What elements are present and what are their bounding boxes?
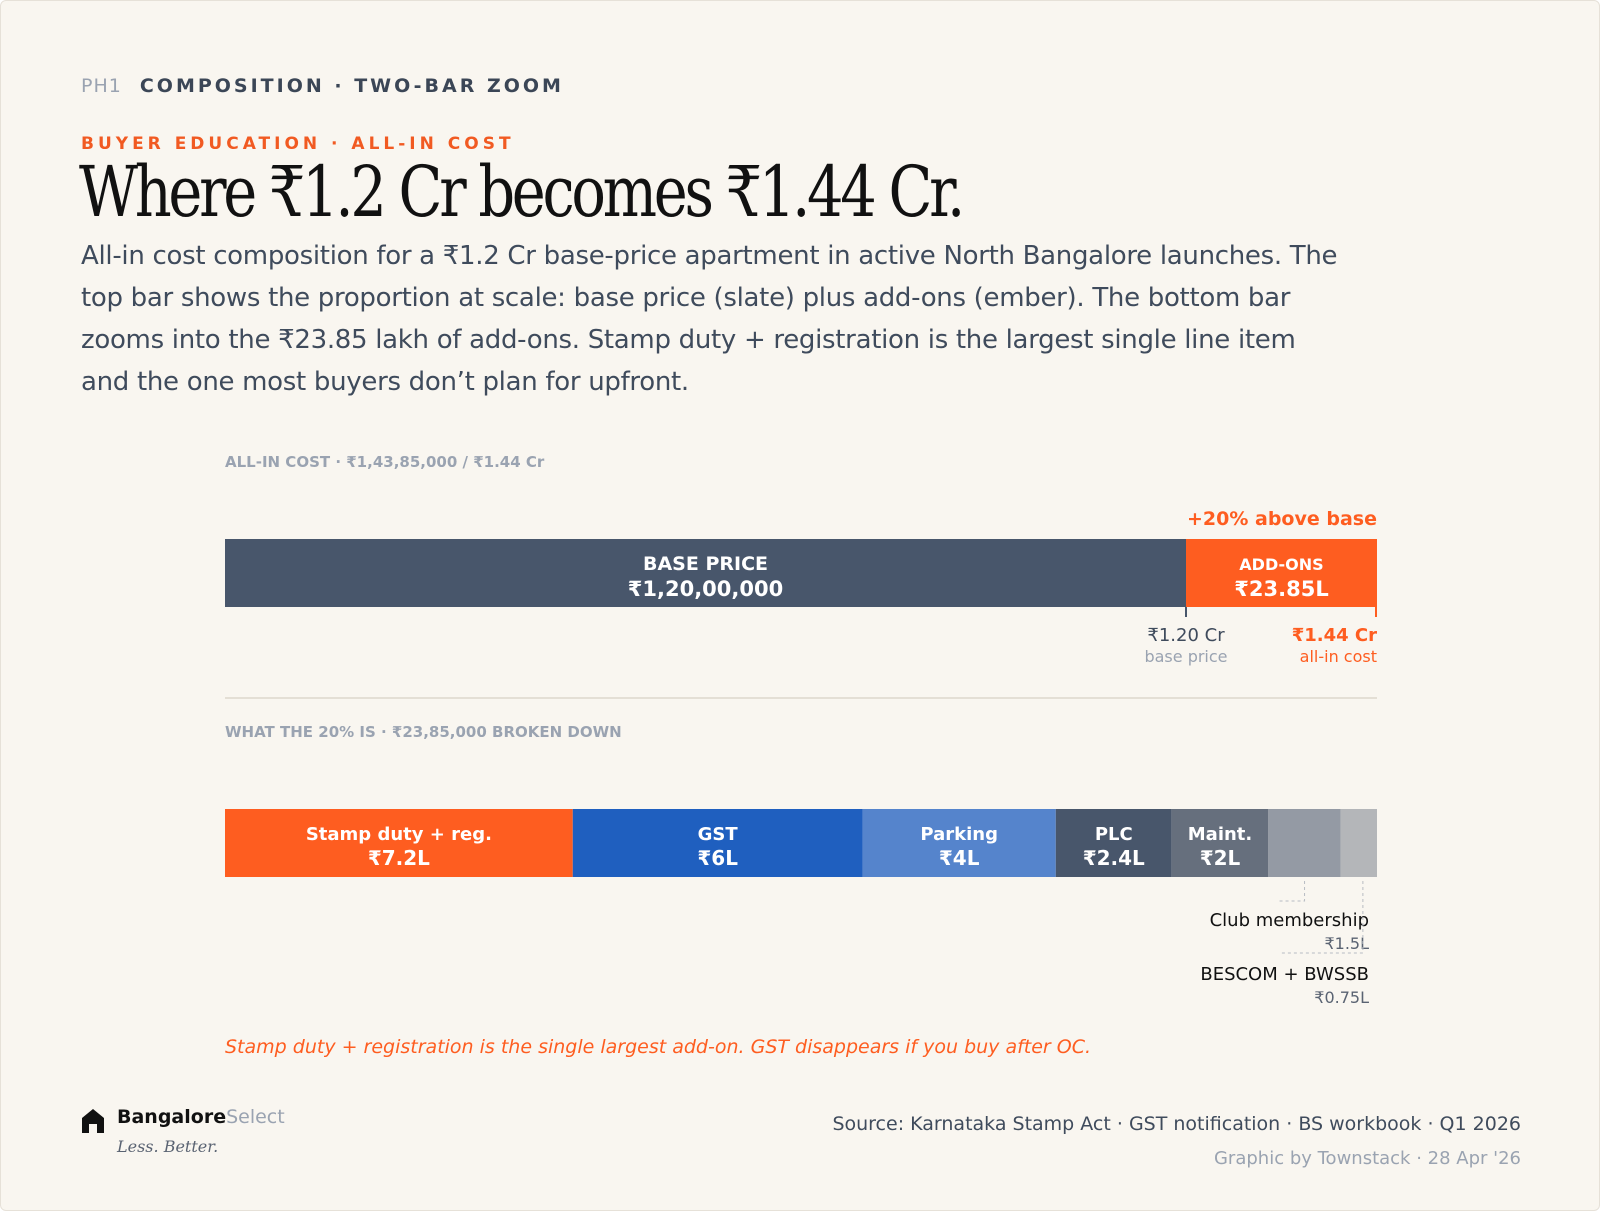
top-bar-marker-label: base price [1144,647,1228,666]
brand-tagline: Less. Better. [117,1137,219,1156]
brand-name-bold: Bangalore [117,1106,227,1128]
bottom-bar-segment-value: ₹2.4L [1082,846,1145,870]
stacked-bar-charts [1,1,1599,1210]
section-title: COMPOSITION · TWO-BAR ZOOM [139,75,564,97]
callout-value: ₹1.5L [1324,934,1369,953]
top-bar-marker-value: ₹1.20 Cr [1147,625,1225,646]
callout-label: BESCOM + BWSSB [1200,964,1369,985]
bottom-bar-segment [1341,809,1377,877]
bottom-bar-segment-value: ₹2L [1199,846,1241,870]
eyebrow: BUYER EDUCATION · ALL-IN COST [81,134,515,154]
house-icon [81,1108,105,1134]
brand-logo [81,1106,285,1156]
bottom-bar-segment-value: ₹6L [697,846,738,870]
top-bar-marker-label: all-in cost [1299,647,1377,666]
bottom-chart-title: WHAT THE 20% IS · ₹23,85,000 BROKEN DOWN [225,723,622,741]
bottom-bar-segment-value: ₹4L [938,846,980,870]
source-note: Source: Karnataka Stamp Act · GST notification · BS workbook · Q1 2026 [832,1113,1521,1135]
callout-value: ₹0.75L [1314,988,1369,1007]
credit-note: Graphic by Townstack · 28 Apr '26 [1213,1148,1521,1169]
callout-leader-line [1279,881,1305,901]
bottom-bar-segment-value: ₹7.2L [367,846,430,870]
top-chart-annotation: +20% above base [1187,508,1377,530]
brand-name-light: Select [226,1106,285,1128]
bottom-bar-segment-label: Parking [920,824,998,845]
bottom-bar-segment-label: GST [697,824,738,845]
chart-note: Stamp duty + registration is the single largest add-on. GST disappears if you buy after OC. [225,1036,1092,1058]
top-bar-segment-label: BASE PRICE [642,553,769,575]
top-bar-marker-value: ₹1.44 Cr [1291,625,1377,646]
bottom-bar-segment [1268,809,1340,877]
section-code: PH1 [81,75,122,97]
bottom-bar-segment-label: PLC [1094,824,1133,845]
top-chart-title: ALL-IN COST · ₹1,43,85,000 / ₹1.44 Cr [225,453,545,471]
brand-name [117,1106,285,1128]
page-title: Where ₹1.2 Cr becomes ₹1.44 Cr. [79,151,962,233]
top-bar-segment-label: ADD-ONS [1239,555,1324,574]
page-subtitle: All-in cost composition for a ₹1.2 Cr base-price apartment in active North Bangalore launches. The top bar shows the proportion at scale: base price (slate) plus add-ons (ember). The bottom bar zooms into the ₹23.85 lakh of add-ons. Stamp duty + registration is the largest single line item and the one most buyers don’t plan for upfront. [81,241,1338,397]
top-bar-segment-value: ₹1,20,00,000 [627,577,784,601]
callout-label: Club membership [1209,910,1369,931]
bottom-bar-segment-label: Maint. [1187,824,1253,845]
top-bar-segment-value: ₹23.85L [1234,577,1329,601]
bottom-bar-segment-label: Stamp duty + reg. [305,824,492,845]
